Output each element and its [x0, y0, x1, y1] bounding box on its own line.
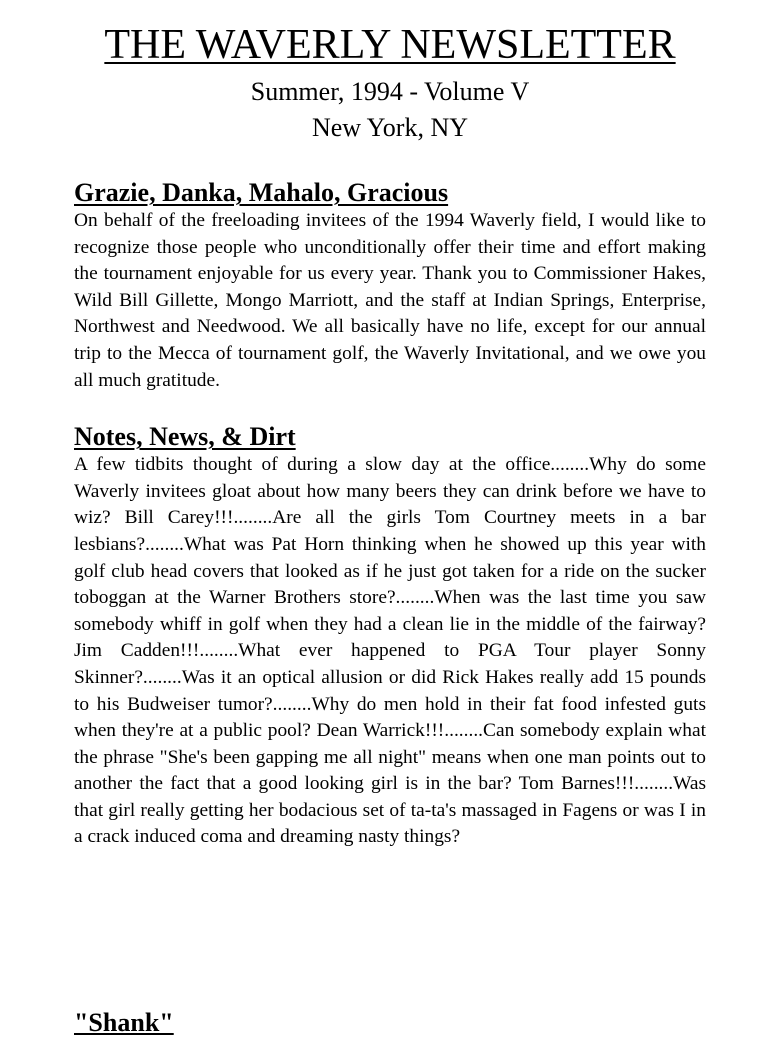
section-notes	[74, 422, 706, 851]
section-thanks	[74, 178, 706, 394]
section-heading: Notes, News, & Dirt	[74, 422, 296, 452]
newsletter-page	[74, 18, 706, 851]
section-heading-shank: "Shank"	[74, 1008, 174, 1037]
newsletter-title: THE WAVERLY NEWSLETTER	[104, 22, 676, 68]
section-body: On behalf of the freeloading invitees of the 1994 Waverly field, I would like to recognize those people who unconditionally offer their time and effort making the tournament enjoyable for us every year. Thank you to Commissioner Hakes, Wild Bill Gillette, Mongo Marriott, and the staff at Indian Springs, Enterprise, Northwest and Needwood. We all basically have no life, except for our annual trip to the Mecca of tournament golf, the Waverly Invitational, and we owe you all much gratitude.	[74, 210, 706, 391]
section-heading: Grazie, Danka, Mahalo, Gracious	[74, 178, 449, 207]
location-line: New York, NY	[311, 113, 468, 142]
edition-line: Summer, 1994 - Volume V	[250, 77, 530, 106]
section-body: A few tidbits thought of during a slow day at the office........Why do some Waverly invitees gloat about how many beers they can drink before we have to wiz? Bill Carey!!!........Are all the girls Tom Courtney meets in a bar lesbians?........What was Pat Horn thinking when he showed up this year with golf club head covers that looked as if he just got taken for a ride on the sucker toboggan at the Warner Brothers store?........When was the last time you saw somebody whiff in golf when they had a clean lie in the middle of the fairway? Jim Cadden!!!........What ever happened to PGA Tour player Sonny Skinner?........Was it an optical allusion or did Rick Hakes really add 15 pounds to his Budweiser tumor?........Why do men hold in their fat food infested guts when they're at a public pool? Dean Warrick!!!........Can somebody explain what the phrase "She's been gapping me all night" means when one man points out to another the fact that a good looking girl is in the bar? Tom Barnes!!!........Was that girl really getting her bodacious set of ta-ta's massaged in Fagens or was I in a crack induced coma and dreaming nasty things?	[74, 454, 706, 848]
